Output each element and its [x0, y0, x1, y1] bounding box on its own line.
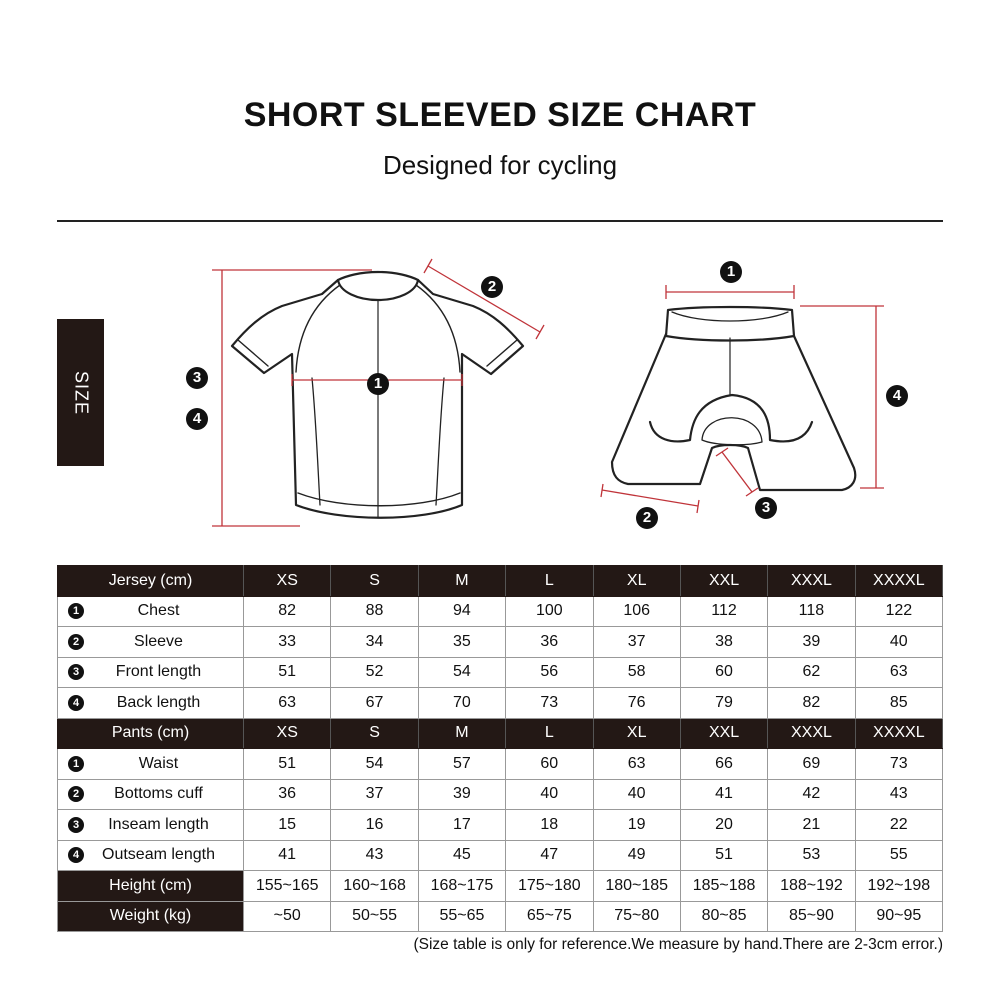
row-number-badge: 4 [68, 847, 84, 863]
row-label: Weight (kg) [58, 901, 244, 932]
row-label [58, 779, 244, 810]
header-cell-size: XXXL [768, 718, 855, 749]
table-cell: 60 [680, 657, 767, 688]
header-cell-size: L [506, 718, 593, 749]
table-cell: 47 [506, 840, 593, 871]
header-cell-size: XXL [680, 718, 767, 749]
row-label [58, 688, 244, 719]
size-table-body [58, 566, 943, 932]
table-cell: 73 [855, 749, 942, 780]
table-cell: 88 [331, 596, 418, 627]
header-cell-size: XS [244, 566, 331, 597]
jersey-table-row [58, 596, 943, 627]
body-table-row [58, 901, 943, 932]
table-cell: 73 [506, 688, 593, 719]
table-cell: 53 [768, 840, 855, 871]
table-cell: 65~75 [506, 901, 593, 932]
page-title: SHORT SLEEVED SIZE CHART [243, 96, 757, 134]
table-cell: 41 [244, 840, 331, 871]
divider [57, 220, 943, 222]
table-cell: 39 [418, 779, 505, 810]
row-label: Height (cm) [58, 871, 244, 902]
table-cell: 51 [244, 749, 331, 780]
table-cell: 43 [331, 840, 418, 871]
table-cell: 15 [244, 810, 331, 841]
table-cell: 185~188 [680, 871, 767, 902]
table-cell: 85~90 [768, 901, 855, 932]
table-cell: 112 [680, 596, 767, 627]
table-cell: 33 [244, 627, 331, 658]
pants-marker-2: 2 [636, 507, 658, 529]
header-cell-size: M [418, 566, 505, 597]
table-cell: 40 [506, 779, 593, 810]
table-cell: 38 [680, 627, 767, 658]
row-label-text: Outseam length [102, 846, 215, 864]
table-cell: 55~65 [418, 901, 505, 932]
pants-table-row [58, 779, 943, 810]
table-cell: 35 [418, 627, 505, 658]
table-cell: 21 [768, 810, 855, 841]
table-cell: 94 [418, 596, 505, 627]
pants-table-row [58, 810, 943, 841]
table-cell: 58 [593, 657, 680, 688]
row-label [58, 596, 244, 627]
table-cell: 37 [593, 627, 680, 658]
table-cell: 16 [331, 810, 418, 841]
row-label-text: Bottoms cuff [114, 785, 203, 803]
row-number-badge: 2 [68, 634, 84, 650]
table-cell: 62 [768, 657, 855, 688]
table-cell: 192~198 [855, 871, 942, 902]
table-cell: 69 [768, 749, 855, 780]
table-cell: 70 [418, 688, 505, 719]
table-cell: 63 [593, 749, 680, 780]
body-table-row [58, 871, 943, 902]
table-cell: 122 [855, 596, 942, 627]
row-label-text: Back length [116, 693, 201, 711]
table-cell: 75~80 [593, 901, 680, 932]
table-cell: 54 [331, 749, 418, 780]
table-cell: 100 [506, 596, 593, 627]
table-cell: 80~85 [680, 901, 767, 932]
table-cell: 40 [593, 779, 680, 810]
row-label-text: Chest [137, 602, 180, 620]
table-cell: 17 [418, 810, 505, 841]
table-cell: 22 [855, 810, 942, 841]
size-table [57, 565, 943, 932]
table-cell: 36 [506, 627, 593, 658]
row-number-badge: 3 [68, 664, 84, 680]
table-cell: 66 [680, 749, 767, 780]
row-number-badge: 4 [68, 695, 84, 711]
header-cell-size: S [331, 718, 418, 749]
table-cell: 41 [680, 779, 767, 810]
jersey-marker-1: 1 [367, 373, 389, 395]
table-cell: 51 [244, 657, 331, 688]
header-cell-size: XL [593, 566, 680, 597]
table-cell: 18 [506, 810, 593, 841]
table-cell: 20 [680, 810, 767, 841]
table-cell: 49 [593, 840, 680, 871]
table-cell: 56 [506, 657, 593, 688]
jersey-table-row [58, 688, 943, 719]
table-cell: 63 [244, 688, 331, 719]
size-tab-label: SIZE [71, 370, 91, 415]
jersey-marker-4: 4 [186, 408, 208, 430]
table-cell: 42 [768, 779, 855, 810]
table-cell: 34 [331, 627, 418, 658]
table-cell: 168~175 [418, 871, 505, 902]
table-cell: 82 [244, 596, 331, 627]
header-cell-size: XXXXL [855, 718, 942, 749]
table-cell: 39 [768, 627, 855, 658]
table-cell: 63 [855, 657, 942, 688]
table-cell: 45 [418, 840, 505, 871]
row-label [58, 657, 244, 688]
row-label [58, 749, 244, 780]
table-cell: 82 [768, 688, 855, 719]
header-cell-label: Jersey (cm) [58, 566, 244, 597]
table-cell: 50~55 [331, 901, 418, 932]
jersey-diagram [200, 255, 560, 535]
table-cell: ~50 [244, 901, 331, 932]
pants-table-row [58, 749, 943, 780]
header-cell-size: XXL [680, 566, 767, 597]
header-cell-size: S [331, 566, 418, 597]
pants-marker-1: 1 [720, 261, 742, 283]
jersey-marker-3: 3 [186, 367, 208, 389]
table-cell: 118 [768, 596, 855, 627]
table-cell: 54 [418, 657, 505, 688]
pants-table-row [58, 840, 943, 871]
header-cell-label: Pants (cm) [58, 718, 244, 749]
table-cell: 19 [593, 810, 680, 841]
pants-marker-3: 3 [755, 497, 777, 519]
table-cell: 188~192 [768, 871, 855, 902]
row-label [58, 840, 244, 871]
row-label [58, 810, 244, 841]
footnote: (Size table is only for reference.We measure by hand.There are 2-3cm error.) [413, 936, 943, 953]
table-cell: 57 [418, 749, 505, 780]
pants-marker-4: 4 [886, 385, 908, 407]
table-cell: 37 [331, 779, 418, 810]
table-cell: 160~168 [331, 871, 418, 902]
table-cell: 67 [331, 688, 418, 719]
header-cell-size: XS [244, 718, 331, 749]
size-tab [57, 319, 104, 466]
jersey-header-row [58, 566, 943, 597]
page-subtitle: Designed for cycling [382, 150, 618, 180]
row-number-badge: 1 [68, 603, 84, 619]
row-label-text: Sleeve [134, 632, 183, 650]
table-cell: 85 [855, 688, 942, 719]
table-cell: 106 [593, 596, 680, 627]
row-number-badge: 3 [68, 817, 84, 833]
row-number-badge: 1 [68, 756, 84, 772]
table-cell: 51 [680, 840, 767, 871]
header-cell-size: L [506, 566, 593, 597]
row-label [58, 627, 244, 658]
jersey-marker-2: 2 [481, 276, 503, 298]
row-label-text: Front length [115, 663, 202, 681]
table-cell: 175~180 [506, 871, 593, 902]
header-cell-size: M [418, 718, 505, 749]
table-cell: 60 [506, 749, 593, 780]
pants-header-row [58, 718, 943, 749]
table-cell: 76 [593, 688, 680, 719]
header-cell-size: XXXXL [855, 566, 942, 597]
table-cell: 36 [244, 779, 331, 810]
table-cell: 180~185 [593, 871, 680, 902]
table-cell: 90~95 [855, 901, 942, 932]
row-number-badge: 2 [68, 786, 84, 802]
table-cell: 55 [855, 840, 942, 871]
table-cell: 43 [855, 779, 942, 810]
table-cell: 40 [855, 627, 942, 658]
jersey-table-row [58, 657, 943, 688]
table-cell: 52 [331, 657, 418, 688]
table-cell: 79 [680, 688, 767, 719]
header-cell-size: XL [593, 718, 680, 749]
row-label-text: Inseam length [108, 815, 209, 833]
row-label-text: Waist [138, 754, 179, 772]
jersey-table-row [58, 627, 943, 658]
pants-diagram [590, 270, 900, 530]
header-cell-size: XXXL [768, 566, 855, 597]
table-cell: 155~165 [244, 871, 331, 902]
